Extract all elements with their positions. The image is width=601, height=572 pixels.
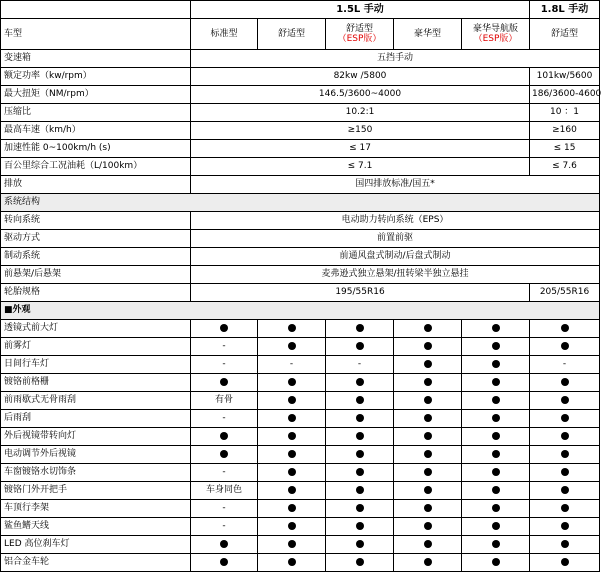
feature-cell xyxy=(394,500,462,518)
feature-cell xyxy=(530,536,600,554)
standard-dot-icon xyxy=(561,450,569,458)
feature-cell xyxy=(530,554,600,572)
spec-label: 变速箱 xyxy=(1,50,191,68)
feature-cell xyxy=(258,392,326,410)
feature-cell xyxy=(462,428,530,446)
row-label-header: 车型 xyxy=(1,19,191,50)
header-row-engine xyxy=(1,1,600,19)
spec-row xyxy=(1,86,600,104)
feature-cell xyxy=(530,500,600,518)
standard-dot-icon xyxy=(356,558,364,566)
feature-cell xyxy=(462,392,530,410)
spec-row xyxy=(1,212,600,230)
standard-dot-icon xyxy=(356,378,364,386)
feature-cell xyxy=(326,464,394,482)
feature-cell xyxy=(258,482,326,500)
feature-row xyxy=(1,464,600,482)
feature-cell xyxy=(394,428,462,446)
feature-cell xyxy=(258,338,326,356)
feature-cell xyxy=(462,320,530,338)
standard-dot-icon xyxy=(492,468,500,476)
feature-cell xyxy=(258,374,326,392)
standard-dot-icon xyxy=(424,504,432,512)
standard-dot-icon xyxy=(561,504,569,512)
feature-row xyxy=(1,356,600,374)
standard-dot-icon xyxy=(492,486,500,494)
spec-value-1-8l: ≥160 xyxy=(530,122,600,140)
spec-label: 前悬架/后悬架 xyxy=(1,266,191,284)
standard-dot-icon xyxy=(288,414,296,422)
feature-cell xyxy=(530,428,600,446)
standard-dot-icon xyxy=(424,468,432,476)
standard-dot-icon xyxy=(424,378,432,386)
spec-label: 额定功率（kw/rpm） xyxy=(1,68,191,86)
standard-dot-icon xyxy=(220,324,228,332)
spec-value-all: 国四排放标准/国五* xyxy=(191,176,600,194)
feature-cell: - xyxy=(191,338,258,356)
standard-dot-icon xyxy=(424,486,432,494)
feature-cell xyxy=(462,554,530,572)
standard-dot-icon xyxy=(288,558,296,566)
feature-cell xyxy=(394,482,462,500)
standard-dot-icon xyxy=(356,468,364,476)
spec-row xyxy=(1,68,600,86)
standard-dot-icon xyxy=(356,342,364,350)
feature-cell xyxy=(462,464,530,482)
feature-cell xyxy=(258,410,326,428)
engine-2-header: 1.8L 手动 xyxy=(530,1,600,19)
feature-row xyxy=(1,320,600,338)
feature-cell xyxy=(462,482,530,500)
spec-value-1-5l: ≥150 xyxy=(191,122,530,140)
feature-cell: 车身同色 xyxy=(191,482,258,500)
standard-dot-icon xyxy=(561,324,569,332)
feature-cell xyxy=(191,554,258,572)
feature-cell xyxy=(530,320,600,338)
standard-dot-icon xyxy=(220,450,228,458)
feature-label: 镀铬前格栅 xyxy=(1,374,191,392)
feature-cell xyxy=(258,446,326,464)
standard-dot-icon xyxy=(561,342,569,350)
feature-label: 日间行车灯 xyxy=(1,356,191,374)
feature-label: 透镜式前大灯 xyxy=(1,320,191,338)
feature-cell xyxy=(394,518,462,536)
spec-value-1-8l: ≤ 7.6 xyxy=(530,158,600,176)
feature-label: 车顶行李架 xyxy=(1,500,191,518)
spec-row xyxy=(1,230,600,248)
feature-cell: - xyxy=(191,464,258,482)
section-title: ■外观 xyxy=(1,302,600,320)
standard-dot-icon xyxy=(356,540,364,548)
feature-cell: - xyxy=(530,356,600,374)
standard-dot-icon xyxy=(492,342,500,350)
spec-value-1-5l: 195/55R16 xyxy=(191,284,530,302)
standard-dot-icon xyxy=(356,324,364,332)
spec-label: 轮胎规格 xyxy=(1,284,191,302)
standard-dot-icon xyxy=(424,414,432,422)
standard-dot-icon xyxy=(492,378,500,386)
spec-value-1-8l: 101kw/5600 xyxy=(530,68,600,86)
feature-cell: - xyxy=(258,356,326,374)
feature-cell xyxy=(394,410,462,428)
spec-label: 最高车速（km/h） xyxy=(1,122,191,140)
spec-label: 百公里综合工况油耗（L/100km） xyxy=(1,158,191,176)
standard-dot-icon xyxy=(288,468,296,476)
feature-label: 镀铬门外开把手 xyxy=(1,482,191,500)
feature-label: 前雨歇式无骨雨刮 xyxy=(1,392,191,410)
feature-cell xyxy=(462,338,530,356)
feature-row xyxy=(1,482,600,500)
feature-cell: 有骨 xyxy=(191,392,258,410)
spec-value-1-5l: ≤ 17 xyxy=(191,140,530,158)
feature-row xyxy=(1,518,600,536)
standard-dot-icon xyxy=(561,378,569,386)
standard-dot-icon xyxy=(220,540,228,548)
standard-dot-icon xyxy=(424,540,432,548)
standard-dot-icon xyxy=(424,324,432,332)
section-title: 系统结构 xyxy=(1,194,600,212)
feature-cell xyxy=(258,500,326,518)
feature-cell xyxy=(530,446,600,464)
spec-value-1-8l: ≤ 15 xyxy=(530,140,600,158)
standard-dot-icon xyxy=(288,324,296,332)
standard-dot-icon xyxy=(492,432,500,440)
standard-dot-icon xyxy=(220,378,228,386)
feature-cell xyxy=(258,518,326,536)
feature-cell xyxy=(530,374,600,392)
feature-cell xyxy=(326,338,394,356)
standard-dot-icon xyxy=(288,486,296,494)
standard-dot-icon xyxy=(288,522,296,530)
standard-dot-icon xyxy=(492,414,500,422)
feature-cell xyxy=(462,374,530,392)
standard-dot-icon xyxy=(424,522,432,530)
feature-cell xyxy=(394,320,462,338)
feature-cell xyxy=(326,518,394,536)
feature-row xyxy=(1,410,600,428)
standard-dot-icon xyxy=(492,396,500,404)
feature-cell xyxy=(462,410,530,428)
standard-dot-icon xyxy=(288,342,296,350)
standard-dot-icon xyxy=(561,468,569,476)
feature-cell xyxy=(326,446,394,464)
spec-row xyxy=(1,284,600,302)
header-row-trims xyxy=(1,19,600,50)
section-row xyxy=(1,302,600,320)
feature-row xyxy=(1,554,600,572)
spec-label: 最大扭矩（NM/rpm） xyxy=(1,86,191,104)
feature-cell: - xyxy=(191,356,258,374)
standard-dot-icon xyxy=(561,414,569,422)
trim-header: 舒适型 （ESP版） xyxy=(326,19,394,50)
trim-header: 豪华型 xyxy=(394,19,462,50)
spec-value-all: 前置前驱 xyxy=(191,230,600,248)
feature-cell xyxy=(462,446,530,464)
feature-cell xyxy=(326,428,394,446)
spec-value-all: 五挡手动 xyxy=(191,50,600,68)
feature-label: LED 高位刹车灯 xyxy=(1,536,191,554)
standard-dot-icon xyxy=(356,522,364,530)
feature-cell xyxy=(530,410,600,428)
feature-cell xyxy=(258,536,326,554)
feature-cell xyxy=(326,320,394,338)
spec-label: 驱动方式 xyxy=(1,230,191,248)
standard-dot-icon xyxy=(492,522,500,530)
standard-dot-icon xyxy=(492,360,500,368)
feature-cell: - xyxy=(191,518,258,536)
feature-cell xyxy=(258,320,326,338)
feature-row xyxy=(1,392,600,410)
spec-row xyxy=(1,266,600,284)
standard-dot-icon xyxy=(492,540,500,548)
feature-cell xyxy=(191,428,258,446)
spec-value-all: 前通风盘式制动/后盘式制动 xyxy=(191,248,600,266)
standard-dot-icon xyxy=(356,450,364,458)
standard-dot-icon xyxy=(288,450,296,458)
standard-dot-icon xyxy=(561,540,569,548)
feature-cell xyxy=(394,536,462,554)
spec-row xyxy=(1,122,600,140)
feature-cell xyxy=(394,374,462,392)
feature-cell xyxy=(191,320,258,338)
standard-dot-icon xyxy=(424,360,432,368)
feature-row xyxy=(1,428,600,446)
feature-label: 外后视镜带转向灯 xyxy=(1,428,191,446)
standard-dot-icon xyxy=(356,486,364,494)
spec-row xyxy=(1,140,600,158)
feature-cell xyxy=(326,554,394,572)
feature-cell xyxy=(530,464,600,482)
feature-cell: - xyxy=(191,410,258,428)
feature-cell xyxy=(462,500,530,518)
feature-row xyxy=(1,536,600,554)
feature-cell xyxy=(326,392,394,410)
spec-value-1-5l: ≤ 7.1 xyxy=(191,158,530,176)
trim-header: 标准型 xyxy=(191,19,258,50)
feature-cell xyxy=(394,392,462,410)
feature-cell xyxy=(394,446,462,464)
standard-dot-icon xyxy=(424,558,432,566)
standard-dot-icon xyxy=(288,378,296,386)
feature-cell xyxy=(258,554,326,572)
spec-value-1-8l: 186/3600-4600 xyxy=(530,86,600,104)
feature-cell xyxy=(394,338,462,356)
feature-cell xyxy=(394,356,462,374)
standard-dot-icon xyxy=(424,342,432,350)
spec-label: 加速性能 0~100km/h (s) xyxy=(1,140,191,158)
feature-cell xyxy=(462,356,530,374)
feature-cell xyxy=(191,446,258,464)
feature-label: 前雾灯 xyxy=(1,338,191,356)
feature-cell xyxy=(258,428,326,446)
feature-cell xyxy=(326,410,394,428)
standard-dot-icon xyxy=(424,450,432,458)
feature-label: 后雨刮 xyxy=(1,410,191,428)
spec-value-all: 麦弗逊式独立悬架/扭转梁半独立悬挂 xyxy=(191,266,600,284)
spec-label: 制动系统 xyxy=(1,248,191,266)
spec-value-1-8l: 205/55R16 xyxy=(530,284,600,302)
feature-cell xyxy=(530,338,600,356)
standard-dot-icon xyxy=(356,432,364,440)
spec-row xyxy=(1,248,600,266)
feature-label: 车窗镀铬水切饰条 xyxy=(1,464,191,482)
feature-cell xyxy=(530,518,600,536)
standard-dot-icon xyxy=(492,450,500,458)
standard-dot-icon xyxy=(424,432,432,440)
feature-cell xyxy=(530,392,600,410)
feature-row xyxy=(1,446,600,464)
feature-cell xyxy=(394,464,462,482)
standard-dot-icon xyxy=(356,504,364,512)
standard-dot-icon xyxy=(220,558,228,566)
spec-row xyxy=(1,104,600,122)
feature-cell xyxy=(326,500,394,518)
feature-cell xyxy=(191,374,258,392)
feature-cell xyxy=(394,554,462,572)
standard-dot-icon xyxy=(288,540,296,548)
feature-label: 鲨鱼鳍天线 xyxy=(1,518,191,536)
spec-label: 转向系统 xyxy=(1,212,191,230)
standard-dot-icon xyxy=(561,522,569,530)
spec-value-1-5l: 146.5/3600~4000 xyxy=(191,86,530,104)
standard-dot-icon xyxy=(561,432,569,440)
standard-dot-icon xyxy=(288,504,296,512)
standard-dot-icon xyxy=(492,558,500,566)
standard-dot-icon xyxy=(288,432,296,440)
spec-value-1-8l: 10 ：1 xyxy=(530,104,600,122)
spec-label: 压缩比 xyxy=(1,104,191,122)
trim-header: 豪华导航版 （ESP版） xyxy=(462,19,530,50)
feature-cell: - xyxy=(191,500,258,518)
feature-cell xyxy=(326,374,394,392)
feature-cell xyxy=(530,482,600,500)
feature-cell xyxy=(326,482,394,500)
feature-row xyxy=(1,500,600,518)
standard-dot-icon xyxy=(356,414,364,422)
section-row xyxy=(1,194,600,212)
standard-dot-icon xyxy=(492,504,500,512)
spec-row xyxy=(1,50,600,68)
spec-label: 排放 xyxy=(1,176,191,194)
header-empty-cell xyxy=(1,1,191,19)
feature-row xyxy=(1,374,600,392)
feature-label: 铝合金车轮 xyxy=(1,554,191,572)
standard-dot-icon xyxy=(424,396,432,404)
feature-cell xyxy=(191,536,258,554)
standard-dot-icon xyxy=(492,324,500,332)
standard-dot-icon xyxy=(561,396,569,404)
spec-value-1-5l: 10.2:1 xyxy=(191,104,530,122)
feature-cell xyxy=(258,464,326,482)
feature-cell: - xyxy=(326,356,394,374)
standard-dot-icon xyxy=(561,558,569,566)
feature-label: 电动调节外后视镜 xyxy=(1,446,191,464)
engine-1-header: 1.5L 手动 xyxy=(191,1,530,19)
trim-header: 舒适型 xyxy=(530,19,600,50)
standard-dot-icon xyxy=(356,396,364,404)
spec-row xyxy=(1,176,600,194)
feature-cell xyxy=(326,536,394,554)
feature-cell xyxy=(462,518,530,536)
trim-header: 舒适型 xyxy=(258,19,326,50)
spec-value-1-5l: 82kw /5800 xyxy=(191,68,530,86)
standard-dot-icon xyxy=(288,396,296,404)
spec-row xyxy=(1,158,600,176)
standard-dot-icon xyxy=(220,432,228,440)
standard-dot-icon xyxy=(561,486,569,494)
feature-row xyxy=(1,338,600,356)
spec-value-all: 电动助力转向系统（EPS） xyxy=(191,212,600,230)
feature-cell xyxy=(462,536,530,554)
